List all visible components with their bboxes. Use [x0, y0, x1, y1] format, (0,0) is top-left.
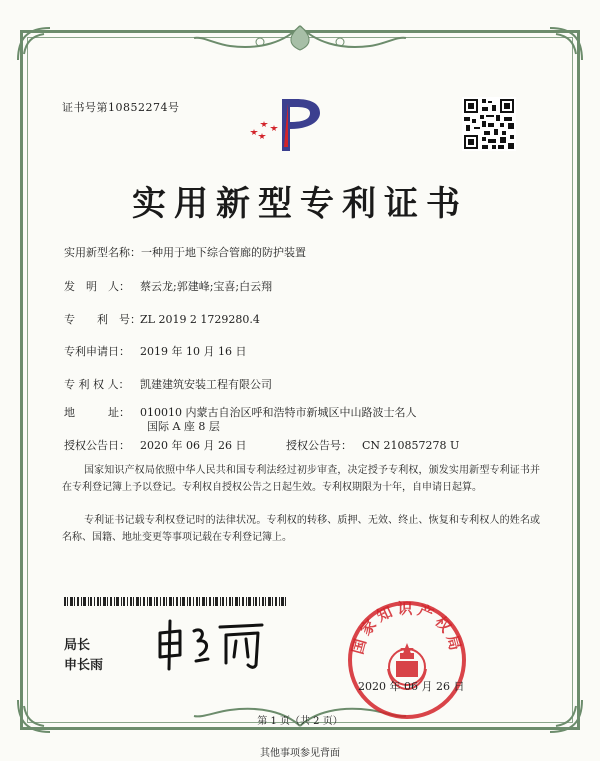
notice-paragraph-2: 专利证书记载专利权登记时的法律状况。专利权的转移、质押、无效、终止、恢复和专利权人的姓名或名称、国籍、地址变更等事项记载在专利登记簿上。 [62, 515, 540, 543]
grant-number-label: 授权公告号： [286, 439, 352, 452]
director-name: 申长雨 [64, 658, 104, 673]
certificate-title: 实用新型专利证书 [132, 184, 468, 224]
seal-date: 2020 年 06 月 26 日 [358, 680, 465, 693]
official-seal-image [346, 599, 468, 721]
utility-model-name-label: 实用新型名称： [64, 246, 141, 259]
notice-paragraph-1: 国家知识产权局依照中华人民共和国专利法经过初步审查，决定授予专利权，颁发实用新型专利证书并在专利登记簿上予以登记。专利权自授权公告之日起生效。专利权期限为十年，自申请日起算。 [62, 465, 540, 493]
certificate-number: 证书号第10852274号 [62, 101, 180, 114]
barcode-icon [64, 597, 286, 606]
patentee-label: 专 利 权 人： [64, 378, 130, 391]
corner-ornament-top-left [14, 24, 54, 64]
director-signature-image [150, 617, 270, 672]
patent-number-value: ZL 2019 2 1729280.4 [140, 313, 260, 326]
address-value-line1: 010010 内蒙古自治区呼和浩特市新城区中山路波士名人 [140, 406, 417, 419]
patentee-row [64, 376, 272, 392]
grant-date-label: 授权公告日： [64, 439, 130, 452]
grant-date-row [64, 437, 459, 453]
footer-note: 其他事项参见背面 [260, 748, 340, 759]
filing-date-value: 2019 年 10 月 16 日 [140, 345, 247, 358]
filing-date-label: 专利申请日： [64, 345, 130, 358]
inventor-label: 发 明 人： [64, 280, 130, 293]
patent-number-row [64, 311, 260, 327]
address-value-line2: 国际 A 座 8 层 [147, 420, 220, 433]
address-row [64, 404, 417, 420]
inventor-value: 蔡云龙;郭建峰;宝喜;白云翔 [140, 280, 273, 293]
utility-model-name-row [64, 244, 306, 260]
inventor-row [64, 278, 272, 294]
grant-number-value: CN 210857278 U [362, 439, 460, 452]
qr-code-icon [462, 97, 516, 151]
top-flourish-ornament [190, 20, 410, 60]
address-label: 地 址： [64, 406, 130, 419]
patent-number-label: 专 利 号： [64, 313, 141, 326]
page-indicator: 第 1 页（共 2 页） [257, 716, 343, 727]
corner-ornament-top-right [546, 24, 586, 64]
filing-date-row [64, 343, 246, 359]
patentee-value: 凯建建筑安装工程有限公司 [140, 378, 272, 391]
utility-model-name-value: 一种用于地下综合管廊的防护装置 [141, 246, 306, 259]
cnipa-logo-icon [238, 95, 334, 155]
svg-text:国家知识产权局: 国家知识产权局 [348, 599, 466, 657]
director-title: 局长 [64, 638, 91, 653]
grant-date-value: 2020 年 06 月 26 日 [140, 439, 247, 452]
